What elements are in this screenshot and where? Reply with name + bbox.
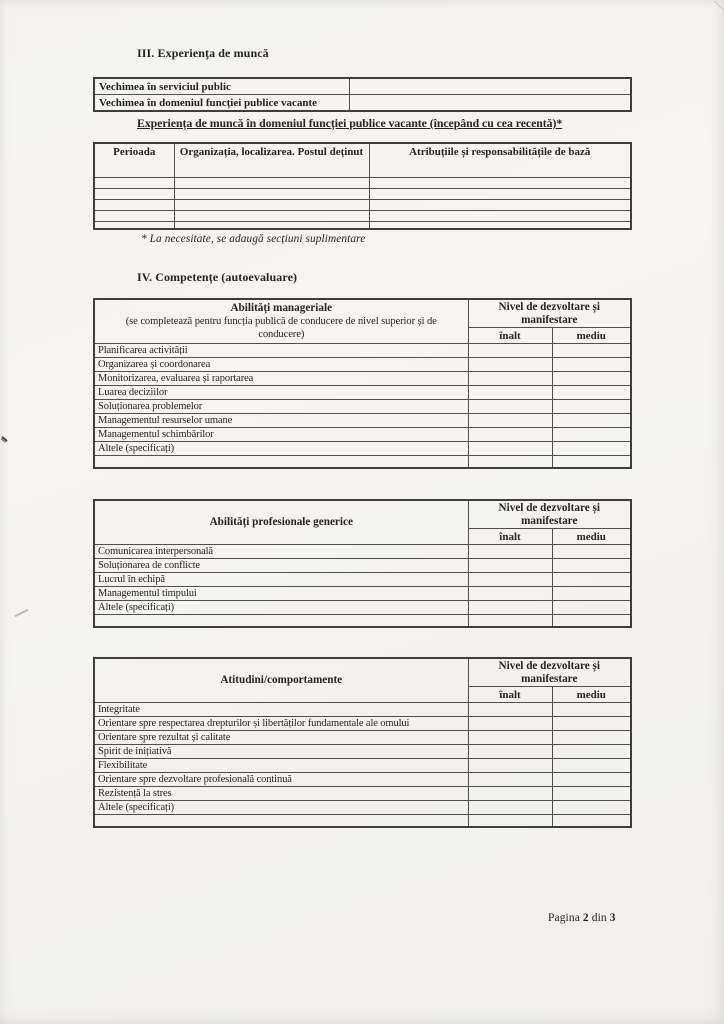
seniority-value-cell xyxy=(349,78,631,95)
competency-label: Comunicarea interpersonală xyxy=(94,545,468,559)
rating-cell-medium xyxy=(552,358,631,372)
rating-cell-high xyxy=(468,731,552,745)
rating-cell-high xyxy=(468,773,552,787)
rating-cell-high xyxy=(468,615,552,628)
managerial-table-subtitle: (se completează pentru funcția publică de conducere de nivel superior și de conducere) xyxy=(125,316,437,340)
footer-page-label: Pagina xyxy=(548,912,580,924)
footer-of-label: din xyxy=(591,912,607,924)
section-3-title: III. Experiența de muncă xyxy=(137,46,269,60)
table-row xyxy=(94,78,631,95)
experience-cell xyxy=(174,211,369,222)
rating-cell-high xyxy=(468,815,552,828)
table-row xyxy=(94,442,631,456)
rating-cell-medium xyxy=(552,559,631,573)
competency-label: Managementul timpului xyxy=(94,587,468,601)
table-row xyxy=(94,372,631,386)
table-row xyxy=(94,358,631,372)
rating-cell-high xyxy=(468,428,552,442)
level-header-title: Nivel de dezvoltare și manifestare xyxy=(468,658,631,687)
competency-label: Luarea deciziilor xyxy=(94,386,468,400)
level-header-title: Nivel de dezvoltare și manifestare xyxy=(468,299,631,328)
table-header-row xyxy=(94,658,631,687)
level-col-high: înalt xyxy=(468,529,552,545)
table-header-row xyxy=(94,500,631,529)
rating-cell-medium xyxy=(552,703,631,717)
rating-cell-high xyxy=(468,372,552,386)
experience-cell xyxy=(369,222,631,230)
managerial-table-title: Abilități manageriale xyxy=(230,302,333,314)
rating-cell-high xyxy=(468,358,552,372)
scan-mark-left-edge xyxy=(1,436,8,442)
experience-cell xyxy=(369,178,631,189)
rating-cell-high xyxy=(468,386,552,400)
level-col-medium: mediu xyxy=(552,687,631,703)
rating-cell-high xyxy=(468,745,552,759)
rating-cell-medium xyxy=(552,545,631,559)
level-col-medium: mediu xyxy=(552,328,631,344)
rating-cell-high xyxy=(468,703,552,717)
table-row xyxy=(94,703,631,717)
table-row xyxy=(94,428,631,442)
table-row xyxy=(94,587,631,601)
experience-cell xyxy=(94,189,174,200)
rating-cell-medium xyxy=(552,731,631,745)
experience-cell xyxy=(94,178,174,189)
table-row xyxy=(94,559,631,573)
table-row xyxy=(94,189,631,200)
competency-label: Altele (specificați) xyxy=(94,801,468,815)
competency-label: Monitorizarea, evaluarea și raportarea xyxy=(94,372,468,386)
rating-cell-high xyxy=(468,587,552,601)
rating-cell-medium xyxy=(552,773,631,787)
table-row xyxy=(94,601,631,615)
experience-table xyxy=(93,142,632,230)
rating-cell-high xyxy=(468,717,552,731)
rating-cell-medium xyxy=(552,601,631,615)
rating-cell-medium xyxy=(552,442,631,456)
table-row xyxy=(94,178,631,189)
experience-cell xyxy=(174,200,369,211)
rating-cell-high xyxy=(468,801,552,815)
competency-label xyxy=(94,456,468,469)
pencil-mark xyxy=(14,609,28,617)
table-row xyxy=(94,95,631,112)
table-row xyxy=(94,456,631,469)
competency-label: Orientare spre dezvoltare profesională continuă xyxy=(94,773,468,787)
rating-cell-high xyxy=(468,545,552,559)
table-row xyxy=(94,759,631,773)
seniority-table xyxy=(93,77,632,112)
page-footer xyxy=(548,912,616,924)
experience-cell xyxy=(369,189,631,200)
rating-cell-high xyxy=(468,787,552,801)
level-col-high: înalt xyxy=(468,687,552,703)
competency-label: Planificarea activității xyxy=(94,344,468,358)
competency-label: Managementul resurselor umane xyxy=(94,414,468,428)
experience-cell xyxy=(369,211,631,222)
rating-cell-medium xyxy=(552,759,631,773)
rating-cell-medium xyxy=(552,400,631,414)
professional-skills-table xyxy=(93,499,632,628)
rating-cell-medium xyxy=(552,344,631,358)
table-row xyxy=(94,414,631,428)
experience-heading: Experiența de muncă în domeniul funcției publice vacante (începând cu cea recentă)* xyxy=(137,116,563,130)
competency-label: Soluționarea problemelor xyxy=(94,400,468,414)
managerial-skills-table xyxy=(93,298,632,469)
section-4-title: IV. Competențe (autoevaluare) xyxy=(137,270,298,284)
rating-cell-medium xyxy=(552,615,631,628)
rating-cell-medium xyxy=(552,745,631,759)
competency-label: Integritate xyxy=(94,703,468,717)
table-row xyxy=(94,200,631,211)
rating-cell-medium xyxy=(552,787,631,801)
competency-label xyxy=(94,815,468,828)
competency-label: Orientare spre respectarea drepturilor și libertăților fundamentale ale omului xyxy=(94,717,468,731)
experience-footnote: * La necesitate, se adaugă secțiuni suplimentare xyxy=(141,233,366,245)
professional-header-cell xyxy=(94,500,468,545)
rating-cell-high xyxy=(468,400,552,414)
managerial-header-cell xyxy=(94,299,468,344)
table-header-row xyxy=(94,299,631,328)
col-header-duties: Atribuțiile și responsabilitățile de bază xyxy=(369,143,631,178)
rating-cell-medium xyxy=(552,587,631,601)
rating-cell-medium xyxy=(552,801,631,815)
competency-label: Altele (specificați) xyxy=(94,601,468,615)
competency-label: Lucrul în echipă xyxy=(94,573,468,587)
table-row xyxy=(94,573,631,587)
competency-label: Orientare spre rezultat și calitate xyxy=(94,731,468,745)
rating-cell-high xyxy=(468,559,552,573)
experience-cell xyxy=(94,200,174,211)
table-row xyxy=(94,344,631,358)
experience-cell xyxy=(174,189,369,200)
rating-cell-high xyxy=(468,759,552,773)
level-col-medium: mediu xyxy=(552,529,631,545)
attitudes-table xyxy=(93,657,632,828)
table-row xyxy=(94,400,631,414)
rating-cell-high xyxy=(468,344,552,358)
col-header-organization: Organizația, localizarea. Postul deținut xyxy=(174,143,369,178)
level-col-high: înalt xyxy=(468,328,552,344)
level-header-title: Nivel de dezvoltare și manifestare xyxy=(468,500,631,529)
experience-cell xyxy=(94,211,174,222)
experience-cell xyxy=(369,200,631,211)
rating-cell-medium xyxy=(552,414,631,428)
table-row xyxy=(94,222,631,230)
experience-cell xyxy=(174,222,369,230)
competency-label: Organizarea și coordonarea xyxy=(94,358,468,372)
professional-table-title: Abilități profesionale generice xyxy=(209,516,353,528)
table-row xyxy=(94,773,631,787)
table-row xyxy=(94,801,631,815)
competency-label: Rezistență la stres xyxy=(94,787,468,801)
competency-label: Soluționarea de conflicte xyxy=(94,559,468,573)
table-row xyxy=(94,815,631,828)
attitudes-table-title: Atitudini/comportamente xyxy=(220,674,343,686)
attitudes-header-cell xyxy=(94,658,468,703)
seniority-value-cell xyxy=(349,95,631,112)
table-header-row xyxy=(94,143,631,178)
table-row xyxy=(94,386,631,400)
footer-page-number: 2 xyxy=(582,912,589,924)
competency-label: Altele (specificați) xyxy=(94,442,468,456)
experience-cell xyxy=(94,222,174,230)
rating-cell-medium xyxy=(552,573,631,587)
rating-cell-medium xyxy=(552,428,631,442)
rating-cell-high xyxy=(468,573,552,587)
rating-cell-medium xyxy=(552,372,631,386)
scan-mark-top-right xyxy=(714,1,724,12)
competency-label xyxy=(94,615,468,628)
table-row xyxy=(94,717,631,731)
table-row xyxy=(94,615,631,628)
competency-label: Flexibilitate xyxy=(94,759,468,773)
competency-label: Managementul schimbărilor xyxy=(94,428,468,442)
table-row xyxy=(94,211,631,222)
table-row xyxy=(94,545,631,559)
seniority-label-public-service: Vechimea în serviciul public xyxy=(94,78,349,95)
table-row xyxy=(94,731,631,745)
experience-cell xyxy=(174,178,369,189)
table-row xyxy=(94,787,631,801)
seniority-label-vacant-domain: Vechimea în domeniul funcției publice vacante xyxy=(94,95,349,112)
rating-cell-high xyxy=(468,456,552,469)
col-header-period: Perioada xyxy=(94,143,174,178)
rating-cell-medium xyxy=(552,386,631,400)
rating-cell-high xyxy=(468,442,552,456)
competency-label: Spirit de inițiativă xyxy=(94,745,468,759)
rating-cell-medium xyxy=(552,456,631,469)
table-row xyxy=(94,745,631,759)
rating-cell-high xyxy=(468,601,552,615)
rating-cell-medium xyxy=(552,717,631,731)
rating-cell-medium xyxy=(552,815,631,828)
footer-total-pages: 3 xyxy=(609,912,616,924)
rating-cell-high xyxy=(468,414,552,428)
